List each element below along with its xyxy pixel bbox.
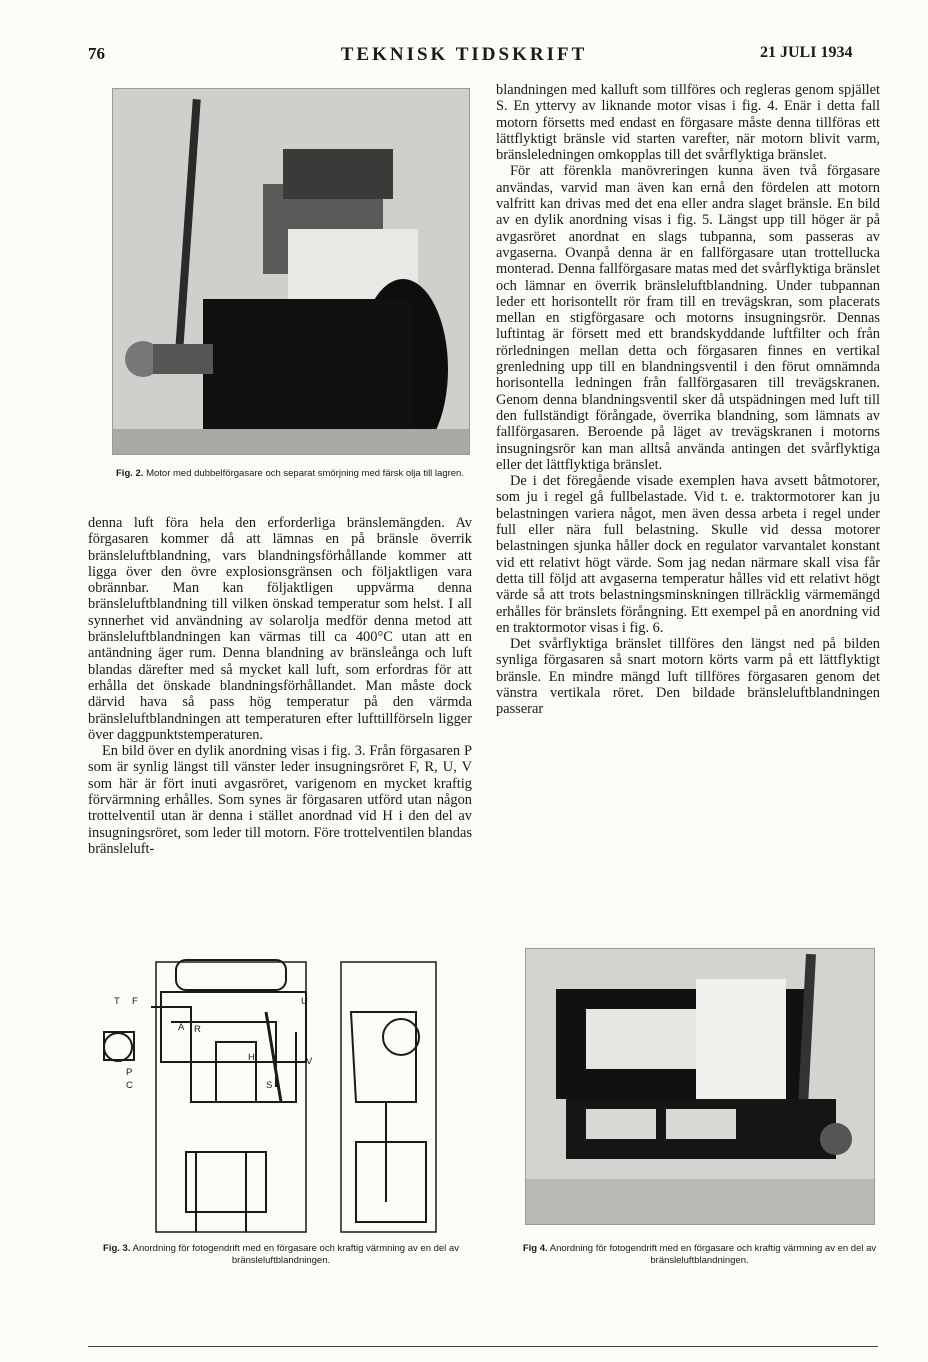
fig3-letter-r: R <box>194 1024 201 1035</box>
fig3-caption <box>96 1243 466 1267</box>
right-paragraph-1: blandningen med kalluft som tillföres och regleras genom spjället S. En yttervy av liknande motor visas i fig. 4. Enär i detta fall motorn försetts med endast en förgasare måste denna tillföras ett lättflyktigt bränsle vid starten varefter, när motorn blivit varm, bränsleledningen omkopplas till det svårflyktiga bränslet. <box>496 82 880 164</box>
engine-photo-illustration <box>113 89 469 454</box>
fig2-caption-text: Motor med dubbelförgasare och separat smörjning med färsk olja till lagren. <box>146 468 464 479</box>
fig3-letter-s: S <box>266 1080 273 1091</box>
fig3-letter-u: U <box>301 996 308 1007</box>
fig3-letter-p: P <box>126 1067 133 1078</box>
fig3-letter-a: A <box>178 1022 185 1033</box>
fig4-label: Fig 4. <box>522 1243 548 1254</box>
fig3-label: Fig. 3. <box>103 1243 131 1254</box>
fig3-letter-c: C <box>126 1080 133 1091</box>
footer-rule <box>88 1346 878 1347</box>
page-number: 76 <box>88 44 105 63</box>
fig3-letter-f: F <box>132 996 138 1007</box>
right-paragraph-3: De i det föregående visade exemplen hava avsett båtmotorer, som ju i regel gå fullbelastade. Vid t. e. traktormotorer kan ju belastningen variera något, men även dessa arbeta i regel under full eller nära full belastning. Skulle vid dessa motorer belastningen sjunka håller dock en regulator varvantalet konstant vid ett relativt högt värde. Som jag nedan närmare skall visa får detta till följd att avgaserna temperatur hålles vid ett relativt högt värde så att trots belastningsminskningen tillräcklig värmemängd erhålles för bränslets förångning. Ett exempel på en anordning vid en traktormotor visas i fig. 6. <box>496 473 880 636</box>
fig3-letter-v: V <box>306 1056 313 1067</box>
fig3-diagram <box>96 952 464 1237</box>
fig4-caption <box>522 1243 877 1267</box>
fig3-caption-text: Anordning för fotogendrift med en förgasare och kraftig värmning av en del av bränsleluftblandningen. <box>132 1243 459 1266</box>
issue-date: 21 JULI 1934 <box>760 44 853 61</box>
fig3-drawing <box>96 952 464 1237</box>
journal-title: TEKNISK TIDSKRIFT <box>340 44 588 65</box>
right-column <box>496 82 880 718</box>
left-paragraph-2: En bild över en dylik anordning visas i fig. 3. Från förgasaren P som är synlig längst till vänster leder insugningsröret F, R, U, V som här är fört inuti avgasröret, varigenom en mycket kraftig förvärmning erhålles. Som synes är förgasaren utförd utan någon trottelventil utan är denna i stället anordnad vid H i den del av insugningsröret, som leder till motorn. Före trottelventilen blandas bränsleluft- <box>88 743 472 857</box>
fig4-caption-text: Anordning för fotogendrift med en förgasare och kraftig värmning av en del av bränsleluftblandningen. <box>549 1243 877 1266</box>
fig2-label: Fig. 2. <box>116 468 144 479</box>
fig2-caption <box>112 468 468 480</box>
fig3-letter-h: H <box>248 1052 255 1063</box>
left-paragraph-1: denna luft föra hela den erforderliga bränslemängden. Av förgasaren kommer då att lämnas en på bränsle överrik bränsleluftblandning, vars blandningsförhållande kommer att ligga över den övre explosionsgränsen och följaktligen vara obrännbar. Man kan följaktligen uppvärma denna bränsleluftblandning till vilken önskad temperatur som helst. I all synnerhet vid användning av solarolja medför denna metod att bränsleluftblandningen kan värmas till ca 400°C utan att en antändning äger rum. Denna blandning av bränsleånga och luft blandas därefter med så mycket kall luft, som erfordras för att erhålla det önskade blandningsförhållandet. Man måste dock därvid hava så pass hög temperatur på den värmda bränsleluftblandningen att temperaturen efter lufttillförseln ligger över daggpunktstemperaturen. <box>88 515 472 743</box>
fig2-photo <box>112 88 470 455</box>
fig3-letter-t: T <box>114 996 120 1007</box>
right-paragraph-2: För att förenkla manövreringen kunna även två förgasare användas, varvid man även kan ernå den fördelen att motorn valfritt kan drivas med det ena eller andra slaget bränsle. En bild av en dylik anordning visas i fig. 5. Längst upp till höger är på avgasröret anordnat en slags tubpanna, som passeras av avgaserna. Ovanpå denna är en fallförgasare utan trottellucka monterad. Denna fallförgasare matas med det svårflyktiga bränslet och lämnar en överrik bränsleluftblandning. Under tubpannan leder ett horisontellt rör fram till en trevägskran, som placerats mellan en stigförgasare och motorns insugningsrör. Dennas luftintag är försett med ett brandskyddande luftfilter och från rörledningen mellan detta och förgasaren finnes en vertikal grenledning upp till en blandningsventil i den förut omnämnda horisontella ledningen från fallförgasaren till trevägskranen. Genom denna blandningsventil sker då utspädningen med luft till den fullständigt förångade, överrika blandning, som lämnats av fallförgasaren. Beroende på läget av trevägskranen i motorns insugningsrör kan man alltså använda antingen det svårflyktiga eller det lättflyktiga bränslet. <box>496 163 880 473</box>
right-paragraph-4: Det svårflyktiga bränslet tillföres den längst ned på bilden synliga förgasaren så snart motorn körts varm på ett lättflyktigt bränsle. En mindre mängd luft tillföres förgasaren genom det vänstra vertikala röret. Den bildade bränsleluftblandningen passerar <box>496 636 880 718</box>
fig4-photo <box>525 948 875 1225</box>
tractor-engine-photo-illustration <box>526 949 874 1224</box>
left-column <box>88 515 472 857</box>
